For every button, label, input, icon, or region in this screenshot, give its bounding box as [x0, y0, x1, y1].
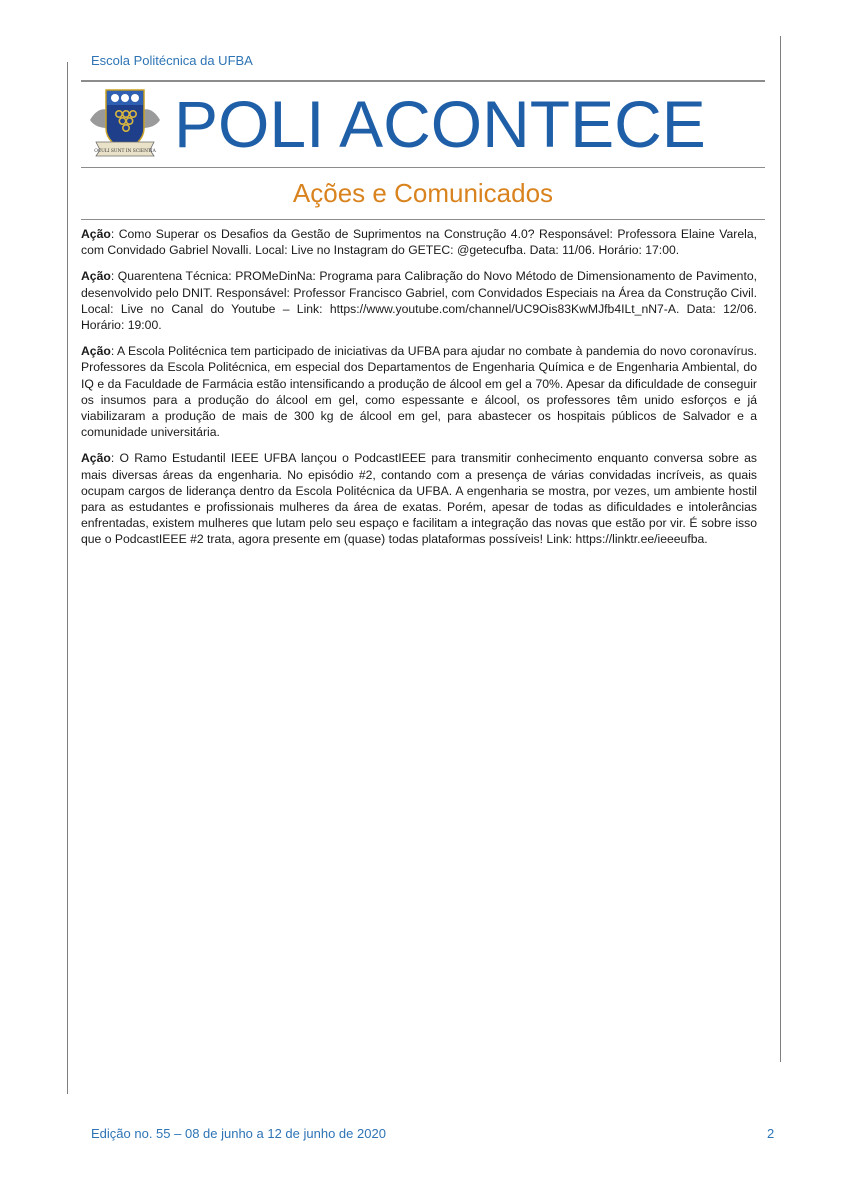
- announcement-label: Ação: [81, 269, 111, 284]
- announcement-label: Ação: [81, 227, 111, 241]
- edition-info: Edição no. 55 – 08 de junho a 12 de junho de 2020: [91, 1126, 386, 1141]
- announcement-text: : O Ramo Estudantil IEEE UFBA lançou o PodcastIEEE para transmitir conhecimento enquanto conversa sobre as mais diversas áreas da engenharia. No episódio #2, contando com a presença de várias convidadas incríveis, as quais ocupam cargos de liderança dentro da Escola Politécnica da UFBA. A engenharia se mostra, por vezes, um ambiente hostil para as estudantes e profissionais mulheres da área de exatas. Porém, apesar de todas as dificuldades e intolerâncias enfrentadas, existem mulheres que lutam pelo seu espaço e facilitam a integração das novas que estão por vir. É sobre isso que o PodcastIEEE #2 trata, agora presente em (quase) todas plataformas possíveis! Link: https://linktr.ee/ieeeufba.: [81, 451, 757, 547]
- school-name: Escola Politécnica da UFBA: [91, 53, 253, 68]
- crest-motto: OCULI SUNT IN SCIENTIA: [94, 149, 156, 154]
- announcement-text: : Como Superar os Desafios da Gestão de Suprimentos na Construção 4.0? Responsável: Professora Elaine Varela, com Convidado Gabriel Novalli. Local: Live no Instagram do GETEC: @getecufba. Data: 11/06. Horário: 17:00.: [81, 227, 757, 258]
- announcement-item: [81, 343, 757, 440]
- left-margin-rule: [67, 62, 68, 1094]
- announcements-list: [81, 226, 757, 558]
- newsletter-title: POLI ACONTECE: [174, 87, 706, 161]
- header-top-divider: [81, 80, 765, 82]
- section-title: Ações e Comunicados: [292, 178, 554, 208]
- announcement-item: [81, 450, 757, 547]
- header-bottom-divider: [81, 167, 765, 168]
- page-number: 2: [767, 1126, 775, 1141]
- announcement-item: [81, 268, 757, 333]
- right-margin-rule: [780, 36, 781, 1062]
- announcement-label: Ação: [81, 344, 111, 359]
- announcement-item: [81, 226, 757, 258]
- announcement-text: : A Escola Politécnica tem participado de iniciativas da UFBA para ajudar no combate à pandemia do novo coronavírus. Professores da Escola Politécnica, em especial dos Departamentos de Engenharia Química e de Engenharia Ambiental, do IQ e da Faculdade de Farmácia estão intensificando a produção de álcool em gel a 70%. Apesar da dificuldade de conseguir os insumos para a produção do álcool em gel, como espessante e álcool, os professores têm unido esforços e já viabilizaram a produção de mais de 300 kg de álcool em gel, para abastecer os hospitais públicos de Salvador e a comunidade universitária.: [81, 344, 757, 440]
- announcement-text: : Quarentena Técnica: PROMeDinNa: Programa para Calibração do Novo Método de Dimensionamento de Pavimento, desenvolvido pelo DNIT. Responsável: Professor Francisco Gabriel, com Convidados Especiais na Área da Construção Civil. Local: Live no Canal do Youtube – Link: https://www.youtube.com/channel/UC9Ois83KwMJfb4ILt_nN7-A. Data: 12/06. Horário: 19:00.: [81, 269, 757, 333]
- section-divider: [81, 219, 765, 220]
- university-crest-logo: [88, 86, 162, 160]
- announcement-label: Ação: [81, 451, 111, 466]
